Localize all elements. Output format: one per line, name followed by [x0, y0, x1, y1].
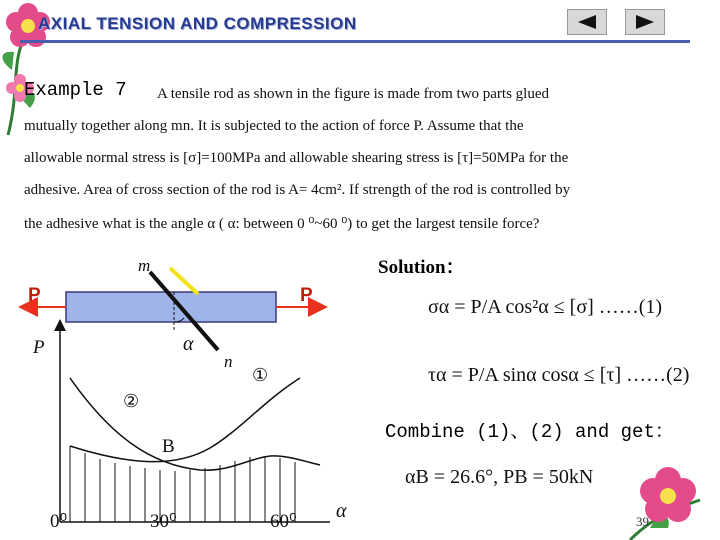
glue-mark [170, 268, 198, 294]
result-formula: αB = 26.6°, PB = 50kN [405, 466, 594, 488]
problem-line-3: allowable normal stress is [σ]=100MPa and allowable shearing stress is [τ]=50MPa for the [24, 150, 569, 166]
formula-normal-stress: σα = P/A cos²α ≤ [σ] ……(1) [428, 296, 663, 318]
label-n: n [224, 352, 233, 371]
graph-x-axis-label: α [336, 500, 347, 522]
formula-shear-stress: τα = P/A sinα cosα ≤ [τ] ……(2) [428, 364, 690, 386]
flower-decoration-bottom-right [610, 440, 720, 540]
point-b-label: B [162, 436, 175, 457]
rod-and-graph-figure [0, 250, 380, 540]
label-m: m [138, 256, 151, 275]
label-force-left: P [28, 285, 41, 306]
label-force-right: P [300, 285, 313, 306]
triangle-left-icon [576, 15, 598, 29]
label-alpha: α [183, 333, 194, 355]
problem-line-2: mutually together along mn. It is subjected to the action of force P. Assume that the [24, 118, 524, 134]
title-underline [20, 40, 690, 43]
page-number: 39 [636, 514, 649, 529]
combine-text: Combine (1)、(2) and get： [385, 421, 674, 443]
prev-slide-button[interactable] [567, 9, 607, 35]
triangle-right-icon [634, 15, 656, 29]
x-tick-60: 60⁰ [270, 511, 297, 532]
example-label: Example 7 [24, 79, 127, 101]
curve-2-label: ② [123, 391, 140, 411]
x-tick-30: 30⁰ [150, 511, 177, 532]
page-title: AXIAL TENSION AND COMPRESSION [38, 14, 357, 33]
problem-line-5: the adhesive what is the angle α ( α: between 0 ⁰~60 ⁰) to get the largest tensile force? [24, 216, 540, 232]
x-tick-0: 0⁰ [50, 511, 68, 532]
graph-y-axis-label: P [33, 337, 45, 358]
solution-heading: Solution： [378, 257, 465, 278]
next-slide-button[interactable] [625, 9, 665, 35]
curve-1-label: ① [252, 365, 269, 385]
problem-line-1: A tensile rod as shown in the figure is made from two parts glued [157, 86, 550, 102]
problem-line-4: adhesive. Area of cross section of the rod is A= 4cm². If strength of the rod is controlled by [24, 182, 571, 198]
